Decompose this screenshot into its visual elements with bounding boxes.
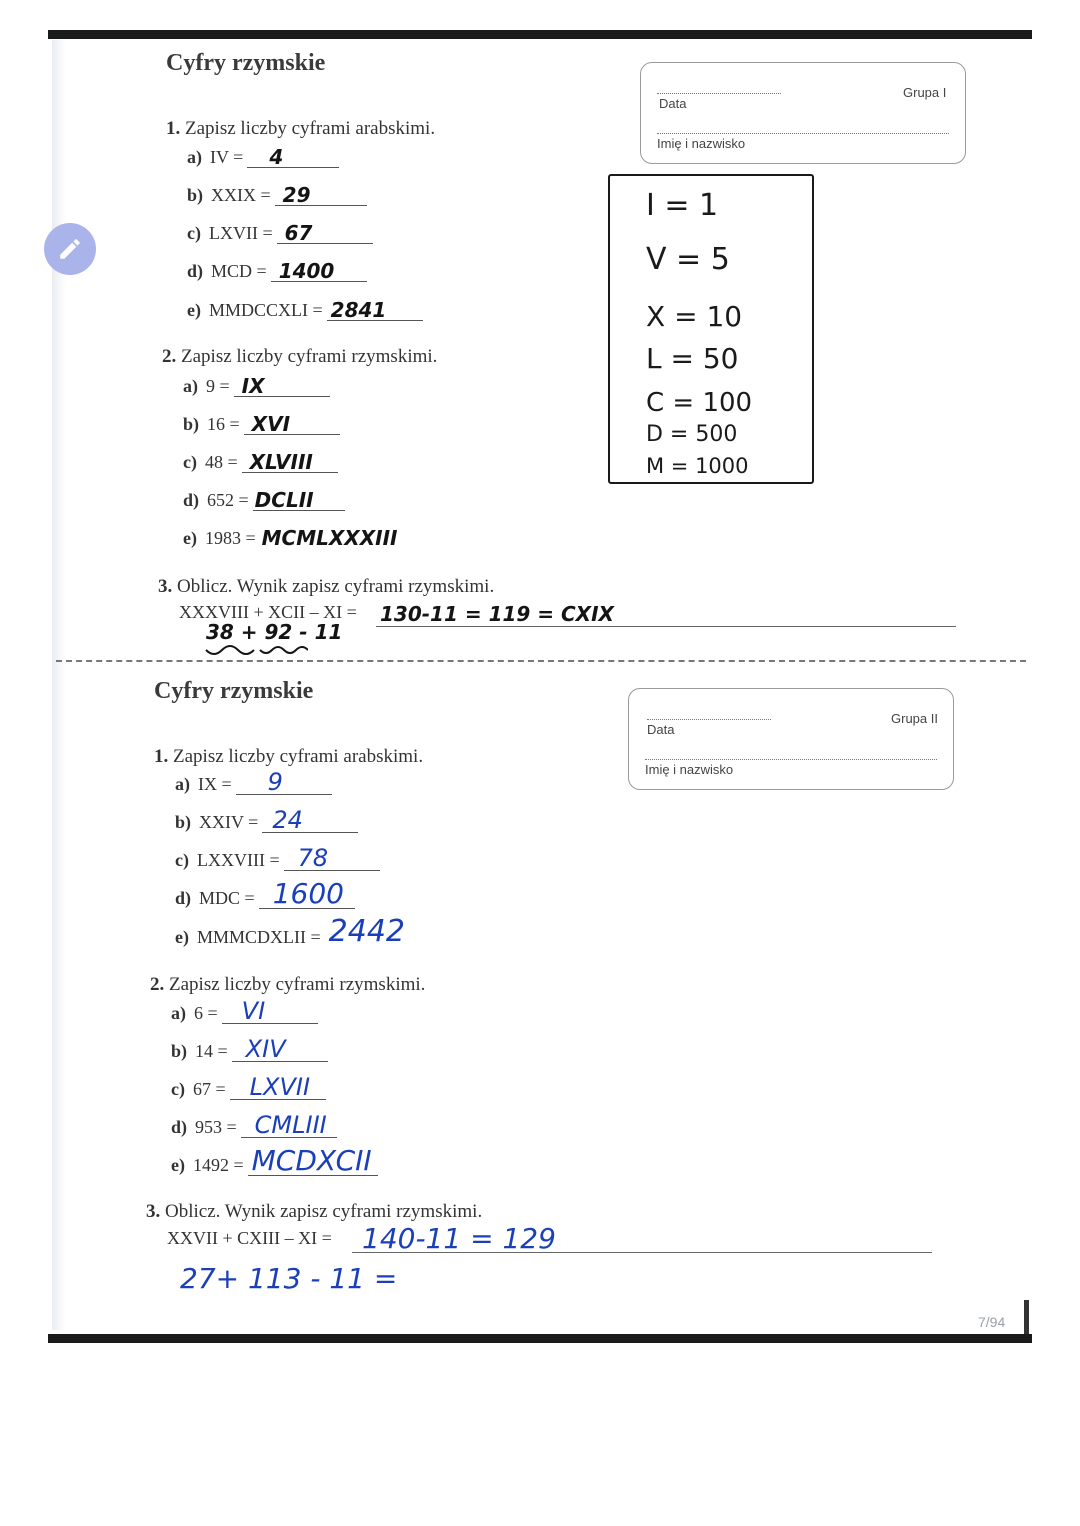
name-label: Imię i nazwisko bbox=[657, 136, 746, 151]
task-3-work: 38 + 92 - 11 bbox=[206, 620, 343, 644]
task-3-heading: 3. Oblicz. Wynik zapisz cyframi rzymskimi. bbox=[146, 1201, 483, 1222]
group-label: Grupa I bbox=[903, 85, 947, 100]
page-edge bbox=[1024, 1300, 1029, 1334]
answer-field[interactable]: XIV bbox=[232, 1037, 328, 1062]
task-1-item-a: a) IV = 4 bbox=[187, 143, 339, 168]
task-1-item-a: a) IX = 9 bbox=[175, 770, 332, 795]
task-1-item-e: e) MMMCDXLII = 2442 bbox=[175, 923, 425, 948]
answer-field[interactable]: 2841 bbox=[327, 296, 423, 321]
legend-row: D = 500 bbox=[646, 422, 738, 447]
task-3-answer: 130-11 = 119 = CXIX bbox=[380, 602, 614, 626]
answer-field[interactable]: 9 bbox=[236, 770, 332, 795]
worksheet-title-group-2: Cyfry rzymskie bbox=[154, 678, 314, 704]
answer-field[interactable]: 78 bbox=[284, 846, 380, 871]
answer-field[interactable]: DCLII bbox=[253, 486, 345, 511]
task-2-heading: 2. Zapisz liczby cyframi rzymskimi. bbox=[150, 974, 426, 995]
task-2-item-c: c) 48 = XLVIII bbox=[183, 448, 338, 473]
task-2-item-d: d) 953 = CMLIII bbox=[171, 1113, 337, 1138]
name-label: Imię i nazwisko bbox=[645, 762, 734, 777]
task-1-item-b: b) XXIV = 24 bbox=[175, 808, 358, 833]
edit-button[interactable] bbox=[44, 223, 96, 275]
task-2-item-b: b) 16 = XVI bbox=[183, 410, 340, 435]
answer-field[interactable]: 29 bbox=[275, 181, 367, 206]
task-3-work: 27+ 113 - 11 = bbox=[180, 1262, 398, 1295]
task-1-item-e: e) MMDCCXLI = 2841 bbox=[187, 296, 423, 321]
legend-row: I = 1 bbox=[646, 188, 719, 223]
underline-scribble bbox=[204, 644, 308, 658]
answer-field[interactable]: IX bbox=[234, 372, 330, 397]
date-label: Data bbox=[647, 722, 675, 737]
answer-field[interactable]: 67 bbox=[277, 219, 373, 244]
group-label: Grupa II bbox=[891, 711, 938, 726]
task-1-item-c: c) LXXVIII = 78 bbox=[175, 846, 380, 871]
answer-field[interactable]: LXVII bbox=[230, 1075, 326, 1100]
student-info-box-group-1 bbox=[640, 62, 966, 164]
task-3-answer-line[interactable] bbox=[376, 626, 956, 627]
task-2-item-e: e) 1983 = MCMLXXXIII bbox=[183, 524, 420, 549]
task-3-answer: 140-11 = 129 bbox=[362, 1222, 556, 1255]
legend-row: V = 5 bbox=[646, 242, 730, 277]
answer-field[interactable]: MCMLXXXIII bbox=[261, 526, 398, 550]
task-2-item-d: d) 652 = DCLII bbox=[183, 486, 345, 511]
worksheet-title-group-1: Cyfry rzymskie bbox=[166, 50, 326, 76]
task-2-item-b: b) 14 = XIV bbox=[171, 1037, 328, 1062]
top-border-bar bbox=[48, 30, 1032, 39]
task-3-heading: 3. Oblicz. Wynik zapisz cyframi rzymskimi. bbox=[158, 576, 495, 597]
task-1-heading: 1. Zapisz liczby cyframi arabskimi. bbox=[166, 118, 436, 139]
answer-field[interactable]: 4 bbox=[247, 143, 339, 168]
roman-numeral-legend bbox=[608, 174, 814, 484]
task-2-heading: 2. Zapisz liczby cyframi rzymskimi. bbox=[162, 346, 438, 367]
task-3-expression: XXXVIII + XCII – XI = bbox=[179, 602, 357, 622]
cut-line bbox=[56, 660, 1026, 662]
legend-row: M = 1000 bbox=[646, 454, 749, 478]
task-2-item-e: e) 1492 = MCDXCII bbox=[171, 1151, 378, 1176]
page-number: 7/94 bbox=[978, 1314, 1006, 1330]
answer-field[interactable]: 2442 bbox=[328, 914, 405, 949]
pencil-icon bbox=[57, 236, 83, 262]
task-1-heading: 1. Zapisz liczby cyframi arabskimi. bbox=[154, 746, 424, 767]
answer-field[interactable]: MCDXCII bbox=[248, 1151, 378, 1176]
task-1-item-b: b) XXIX = 29 bbox=[187, 181, 367, 206]
task-2-item-a: a) 6 = VI bbox=[171, 999, 318, 1024]
answer-field[interactable]: VI bbox=[222, 999, 318, 1024]
task-2-item-a: a) 9 = IX bbox=[183, 372, 330, 397]
task-3-expression: XXVII + CXIII – XI = bbox=[167, 1228, 332, 1248]
student-info-box-group-2 bbox=[628, 688, 954, 790]
answer-field[interactable]: XLVIII bbox=[242, 448, 338, 473]
answer-field[interactable]: CMLIII bbox=[241, 1113, 337, 1138]
answer-field[interactable]: XVI bbox=[244, 410, 340, 435]
task-1-item-d: d) MDC = 1600 bbox=[175, 884, 355, 909]
date-label: Data bbox=[659, 96, 687, 111]
answer-field[interactable]: 1400 bbox=[271, 257, 367, 282]
legend-row: X = 10 bbox=[646, 300, 743, 333]
task-1-item-c: c) LXVII = 67 bbox=[187, 219, 373, 244]
legend-row: C = 100 bbox=[646, 388, 753, 418]
bottom-border-bar bbox=[48, 1334, 1032, 1343]
answer-field[interactable]: 1600 bbox=[259, 884, 355, 909]
task-2-item-c: c) 67 = LXVII bbox=[171, 1075, 326, 1100]
task-1-item-d: d) MCD = 1400 bbox=[187, 257, 367, 282]
answer-field[interactable]: 24 bbox=[262, 808, 358, 833]
legend-row: L = 50 bbox=[646, 342, 739, 375]
